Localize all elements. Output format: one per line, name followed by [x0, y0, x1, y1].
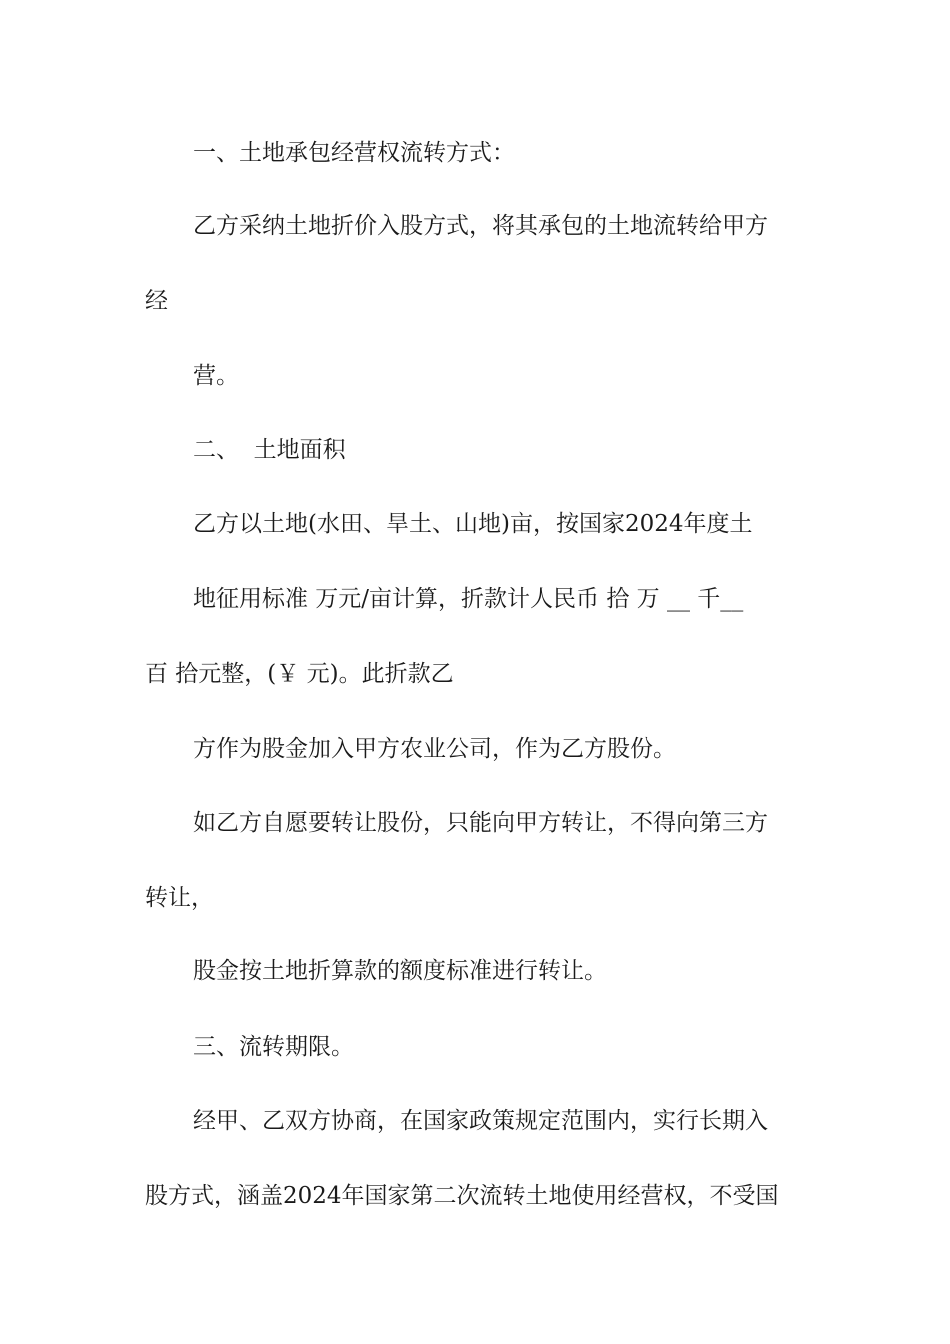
- paragraph-line: 股金按土地折算款的额度标准进行转让。: [193, 958, 607, 984]
- paragraph-line: 地征用标准 万元/亩计算，折款计人民币 拾 万 __ 千__: [193, 586, 744, 612]
- section-1-heading: 一、土地承包经营权流转方式：: [193, 140, 515, 166]
- paragraph-line: 股方式，涵盖2024年国家第二次流转土地使用经营权，不受国: [145, 1183, 779, 1209]
- paragraph-line: 营。: [193, 363, 239, 389]
- paragraph-line: 经甲、乙双方协商，在国家政策规定范围内，实行长期入: [193, 1108, 768, 1134]
- paragraph-line: 乙方以土地(水田、旱土、山地)亩，按国家2024年度土: [193, 511, 753, 537]
- paragraph-line: 百 拾元整，(￥ 元)。此折款乙: [145, 661, 454, 687]
- paragraph-line: 方作为股金加入甲方农业公司，作为乙方股份。: [193, 736, 676, 762]
- paragraph-line: 如乙方自愿要转让股份，只能向甲方转让，不得向第三方: [193, 810, 768, 836]
- section-3-heading: 三、流转期限。: [193, 1034, 354, 1060]
- section-2-heading: 二、 土地面积: [193, 437, 346, 463]
- paragraph-line: 乙方采纳土地折价入股方式，将其承包的土地流转给甲方: [193, 213, 768, 239]
- paragraph-line: 经: [145, 288, 168, 314]
- paragraph-line: 转让，: [145, 885, 214, 911]
